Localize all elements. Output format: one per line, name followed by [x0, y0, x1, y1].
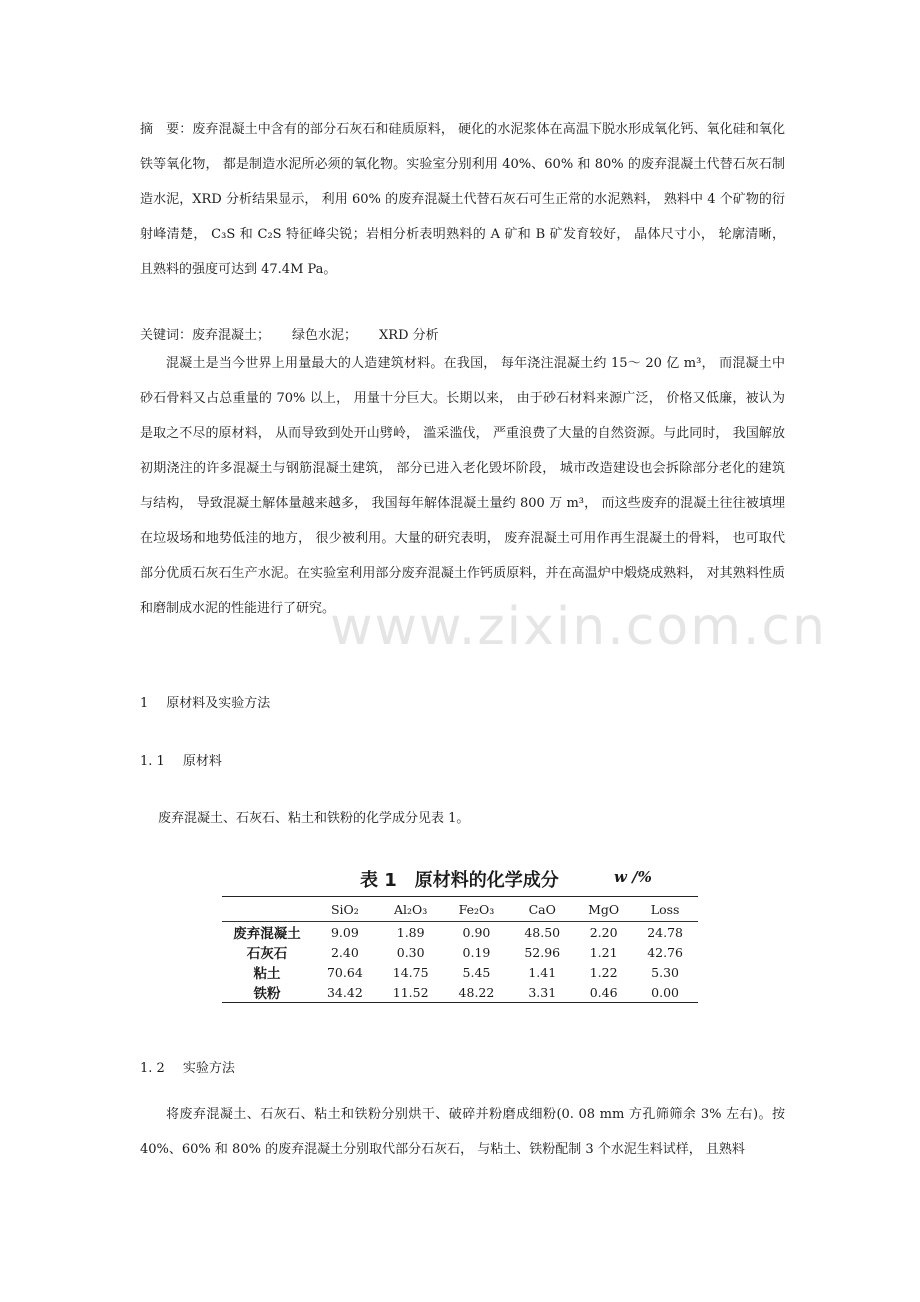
section-1-1-title: 原材料: [182, 754, 222, 769]
header-mgo: MgO: [575, 897, 632, 922]
table-cell: 1.89: [396, 924, 425, 940]
keyword-2: 绿色水泥；: [292, 328, 358, 343]
header-cao: CaO: [509, 897, 575, 922]
table-row: [222, 942, 698, 962]
row-label: 石灰石: [246, 946, 288, 962]
table-cell: 0.30: [396, 944, 425, 960]
row-label: 废弃混凝土: [233, 926, 301, 942]
table-1-unit: w /%: [614, 868, 652, 886]
section-1-2-number: 1. 2: [140, 1061, 165, 1076]
section-1-2-heading: [140, 1057, 235, 1076]
table-cell: 42.76: [647, 944, 683, 960]
table-cell: 14.75: [392, 964, 429, 980]
section-1-2-title: 实验方法: [182, 1061, 235, 1076]
section-1-heading: [140, 692, 270, 711]
table-cell: 2.40: [330, 944, 359, 960]
table-cell: 0.46: [589, 984, 618, 1000]
table-cell: 2.20: [589, 924, 618, 940]
watermark: www.zixin.com.cn: [330, 597, 827, 657]
abstract-paragraph: [140, 112, 785, 287]
materials-text: 废弃混凝土、石灰石、粘土和铁粉的化学成分见表 1。: [158, 811, 470, 826]
keyword-1: 废弃混凝土；: [192, 328, 271, 343]
table-cell: 5.30: [651, 964, 680, 980]
table-cell: 0.00: [651, 984, 680, 1000]
header-loss: Loss: [632, 897, 698, 922]
table-header-row: [222, 897, 698, 922]
abstract-label: 摘 要：: [140, 122, 193, 137]
table-cell: 1.22: [589, 964, 618, 980]
table-cell: 0.90: [462, 924, 491, 940]
header-sio2: SiO₂: [312, 897, 378, 922]
section-1-number: 1: [140, 696, 149, 711]
intro-paragraph: 混凝土是当今世界上用量最大的人造建筑材料。在我国， 每年浇注混凝土约 15～ 20 亿 m³， 而混凝土中砂石骨料又占总重量的 70% 以上， 用量十分巨大。长期以来， 由于砂石材料来源广泛， 价格又低廉，被认为是取之不尽的原材料， 从而导致到处开山劈岭， 滥采滥伐， 严重浪费了大量的自然资源。与此同时， 我国解放初期浇注的许多混凝土与钢筋混凝土建筑， 部分已进入老化毁坏阶段， 城市改造建设也会拆除部分老化的建筑与结构， 导致混凝土解体量越来越多， 我国每年解体混凝土量约 800 万 m³， 而这些废弃的混凝土往往被填埋在垃圾场和地势低洼的地方， 很少被利用。大量的研究表明， 废弃混凝土可用作再生混凝土的骨料， 也可取代部分优质石灰石生产水泥。在实验室利用部分废弃混凝土作钙质原料，并在高温炉中煅烧成熟料， 对其熟料性质和磨制成水泥的性能进行了研究。: [140, 356, 785, 616]
table-cell: 48.22: [458, 984, 495, 1000]
keywords-label: 关键词：: [140, 328, 193, 343]
table-cell: 52.96: [524, 944, 561, 960]
section-1-1-heading: [140, 750, 222, 769]
table-cell: 34.42: [326, 984, 363, 1000]
table-row: [222, 982, 698, 1003]
table-cell: 48.50: [524, 924, 561, 940]
table-cell: 70.64: [326, 964, 363, 980]
table-cell: 1.21: [589, 944, 618, 960]
method-paragraph: 将废弃混凝土、石灰石、粘土和铁粉分别烘干、破碎并粉磨成细粉(0. 08 mm 方孔筛筛余 3% 左右)。按 40%、60% 和 80% 的废弃混凝土分别取代部分石灰石， 与粘土、铁粉配制 3 个水泥生料试样， 且熟料: [140, 1107, 785, 1157]
table-cell: 24.78: [647, 924, 683, 940]
row-label: 粘土: [253, 966, 281, 982]
keyword-3: XRD 分析: [379, 328, 439, 343]
table-cell: 3.31: [528, 984, 557, 1000]
table-row: [222, 922, 698, 943]
header-blank: [222, 897, 312, 922]
header-al2o3: Al₂O₃: [378, 897, 444, 922]
table-1-title-row: [222, 862, 698, 896]
table-cell: 0.19: [462, 944, 491, 960]
section-1-title: 原材料及实验方法: [166, 696, 271, 711]
row-label: 铁粉: [253, 986, 281, 1002]
header-fe2o3: Fe₂O₃: [444, 897, 510, 922]
table-cell: 9.09: [330, 924, 359, 940]
keywords-line: [140, 324, 461, 343]
table-1: [222, 862, 698, 1003]
table-cell: 1.41: [528, 964, 557, 980]
table-cell: 5.45: [462, 964, 491, 980]
abstract-text: 废弃混凝土中含有的部分石灰石和硅质原料， 硬化的水泥浆体在高温下脱水形成氧化钙、氧化硅和氧化铁等氧化物， 都是制造水泥所必须的氧化物。实验室分别利用 40%、60% 和 80% 的废弃混凝土代替石灰石制造水泥，XRD 分析结果显示， 利用 60% 的废弃混凝土代替石灰石可生正常的水泥熟料， 熟料中 4 个矿物的衍射峰清楚， C₃S 和 C₂S 特征峰尖锐；岩相分析表明熟料的 A 矿和 B 矿发育较好， 晶体尺寸小， 轮廓清晰， 且熟料的强度可达到 47.4M Pa。: [140, 122, 785, 277]
table-row: [222, 962, 698, 982]
section-1-1-number: 1. 1: [140, 754, 165, 769]
table-1-title: 表 1 原材料的化学成分: [360, 870, 559, 891]
chemical-composition-table: [222, 896, 698, 1003]
table-cell: 11.52: [392, 984, 429, 1000]
